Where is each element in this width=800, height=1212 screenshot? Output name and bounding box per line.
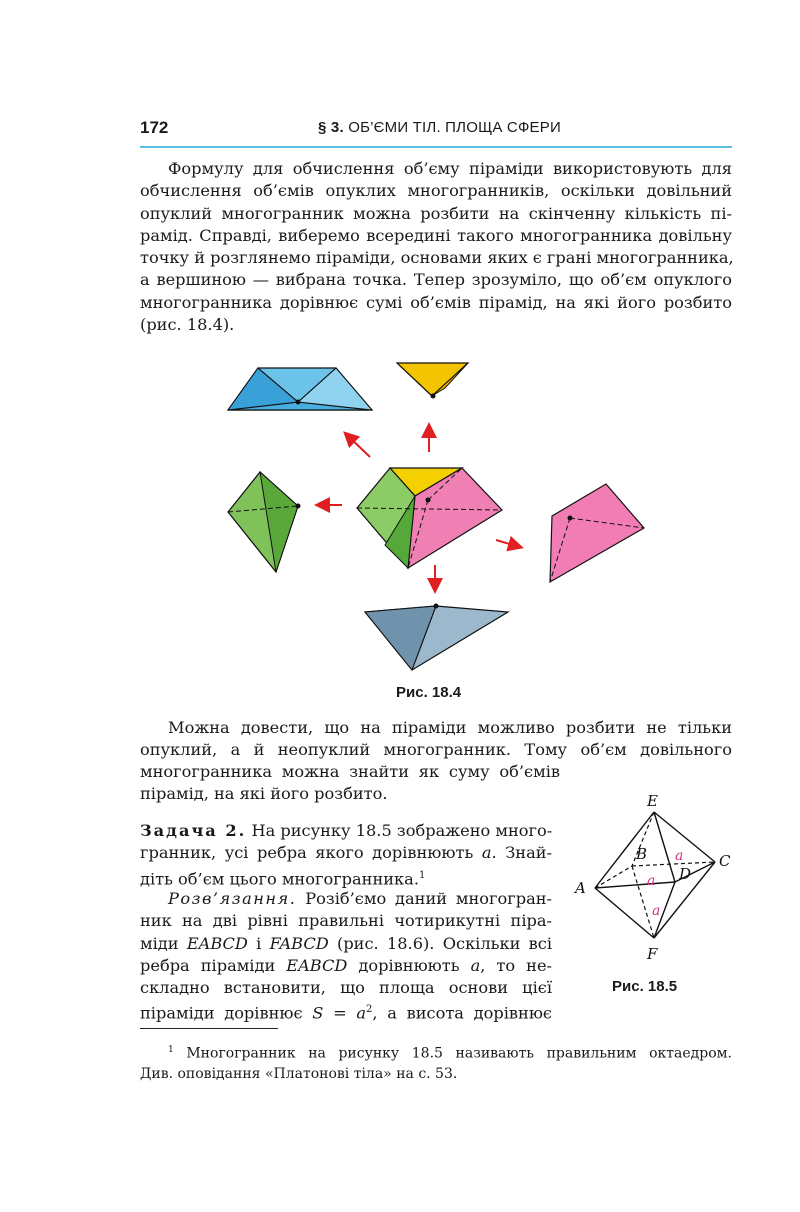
footnote-line: Див. оповідання «Платонові тіла» на с. 53. [140, 1065, 458, 1082]
footnote-text: Многогранник на рисунку 18.5 називають правильним октаедром. [186, 1045, 732, 1062]
text-line: Формулу для обчислення об’єму піраміди використовують для [168, 159, 732, 178]
vertex-label-A: A [575, 879, 586, 897]
solution-text: (рис. 18.6). Оскільки всі [337, 933, 552, 953]
variable-a: a [470, 955, 481, 975]
figure-18-4-polyhedron-decomposition [200, 350, 680, 680]
pyramid-name: EABCD [186, 933, 248, 953]
variable-a: a [481, 843, 492, 863]
solution-line [140, 999, 552, 1025]
text-line: опуклий, а й неопуклий многогранник. Тому об’єм довільного [140, 740, 732, 760]
problem-label: Задача 2. [140, 821, 247, 840]
solution-text: Розіб’ємо даний многогран- [305, 889, 552, 908]
text-line: Можна довести, що на піраміди можливо розбити не тільки [168, 718, 732, 737]
composite-polyhedron-center [357, 468, 502, 568]
problem-text: діть об’єм цього многогранника. [140, 868, 419, 888]
paragraph-2 [140, 717, 732, 762]
page-header [140, 116, 732, 148]
paragraph-2-narrow [140, 761, 560, 806]
text-line: а вершиною — вибрана точка. Тепер зрозуміло, що об’єм опуклого [140, 270, 732, 290]
edge-label-a: a [652, 903, 661, 919]
edge-AF [595, 888, 654, 938]
arrow-right [496, 540, 520, 547]
text-line: точку й розглянемо піраміди, основами яких є грані многогранника, [140, 248, 734, 268]
solution-line [140, 955, 552, 977]
edge-AB [595, 866, 632, 888]
edge-label-a: a [675, 848, 684, 864]
blue-pyramid-top-left [228, 368, 372, 410]
solution-text: ребра піраміди [140, 955, 276, 975]
footnote-line [140, 1040, 732, 1064]
solution-text: міди [140, 933, 179, 953]
problem-line [140, 842, 552, 864]
footnote [140, 1040, 732, 1084]
footnote-mark: 1 [168, 1045, 174, 1055]
vertex-label-E: E [647, 792, 658, 810]
solution-text: , а висота дорівнює [372, 1003, 552, 1023]
exponent: 2 [366, 1004, 373, 1016]
solution-line: складно встановити, що площа основи цієї [140, 978, 552, 998]
text-line: опуклий многогранник можна розбити на скінченну кількість пі- [140, 203, 732, 223]
text-line: пірамід, на які його розбито. [140, 784, 388, 804]
edge-AD [595, 882, 675, 888]
solution-line [140, 933, 552, 955]
running-head [318, 119, 561, 136]
edge-EC [654, 812, 715, 862]
solution-text: дорівнюють [358, 955, 460, 975]
green-pyramid-left [228, 472, 301, 572]
vertex-label-F: F [647, 945, 658, 963]
footnote-ref: 1 [418, 869, 426, 881]
problem-text: На рисунку 18.5 зображено много- [251, 821, 553, 840]
solution-line [140, 888, 552, 910]
bluegray-pyramid-bottom [365, 604, 508, 671]
vertex-label-B: B [636, 845, 648, 863]
solution [140, 888, 552, 1025]
problem-2 [140, 820, 552, 890]
text-line: рамід. Справді, виберемо всередині такого многогранника довільну [140, 225, 732, 245]
problem-line [140, 865, 552, 891]
section-number: § 3. [318, 119, 344, 136]
page-number: 172 [140, 118, 169, 137]
figure-18-4-caption: Рис. 18.4 [396, 684, 462, 701]
vertex-label-D: D [679, 865, 692, 883]
area-formula: S = a [312, 1003, 367, 1023]
text-line: обчислення об’ємів опуклих многогранників, оскільки довільний [140, 181, 732, 201]
problem-text: . Знай- [491, 843, 552, 863]
problem-text: гранник, усі ребра якого дорівнюють [140, 843, 474, 863]
problem-line [140, 820, 552, 842]
arrow-up-left [346, 434, 370, 457]
section-title: ОБ’ЄМИ ТІЛ. ПЛОЩА СФЕРИ [348, 119, 561, 136]
text-line: (рис. 18.4). [140, 315, 235, 335]
footnote-divider [140, 1028, 278, 1029]
solution-text: піраміди дорівнює [140, 1003, 303, 1023]
solution-label: Розв’язання. [168, 889, 297, 908]
text-line: многогранника можна знайти як суму об’ємів [140, 762, 560, 781]
solution-text: і [256, 933, 262, 953]
figure-18-5-octahedron [570, 790, 740, 970]
vertex-label-C: C [719, 852, 731, 870]
pyramid-name: FABCD [269, 933, 329, 953]
pink-pyramid-right [550, 484, 644, 582]
text-line: многогранника дорівнює сумі об’ємів пірамід, на які його розбито [140, 292, 732, 312]
edge-ED [654, 812, 675, 882]
solution-text: , то не- [480, 955, 552, 975]
pyramid-name: EABCD [286, 955, 348, 975]
yellow-pyramid-top [397, 363, 468, 399]
edge-label-a: a [647, 873, 656, 889]
figure-18-5-caption: Рис. 18.5 [612, 978, 678, 995]
paragraph-1 [140, 158, 732, 336]
solution-line: ник на дві рівні правильні чотирикутні пірa- [140, 911, 552, 931]
